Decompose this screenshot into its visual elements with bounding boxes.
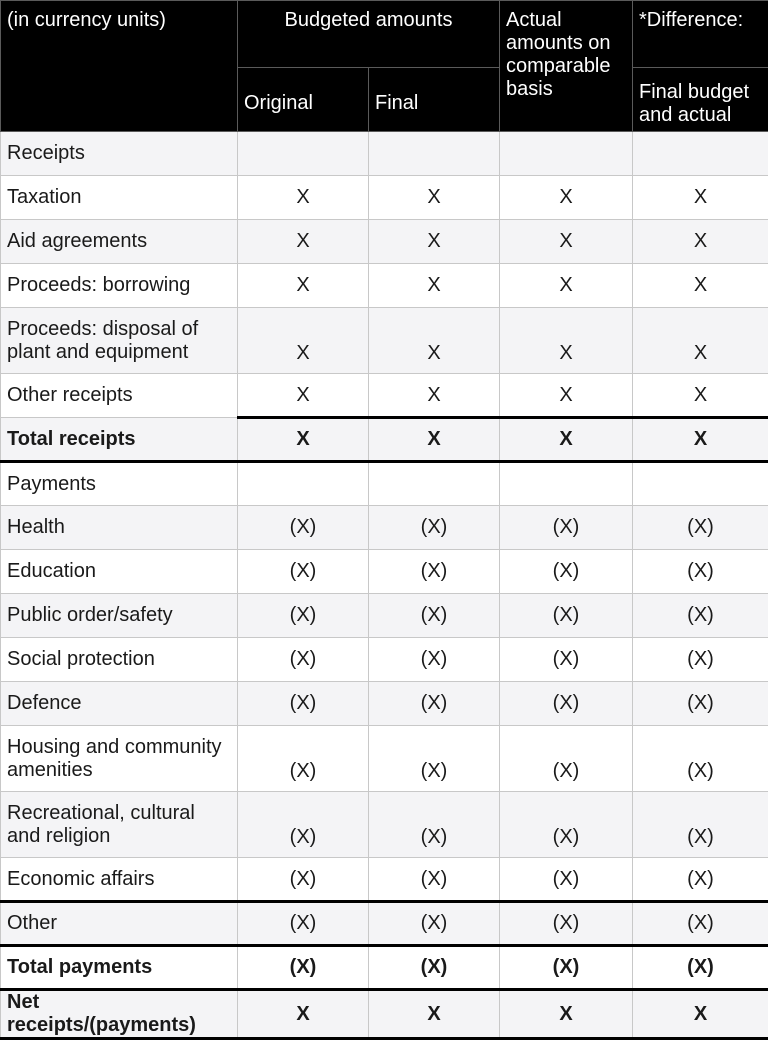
row-label: Recreational, cultural and religion (1, 792, 238, 858)
row-label: Social protection (1, 638, 238, 682)
final-header: Final (369, 68, 500, 132)
table-header (1, 1, 768, 132)
original-value: X (238, 990, 369, 1039)
difference-value: X (633, 374, 768, 418)
actual-value: X (500, 308, 633, 374)
difference-value: X (633, 220, 768, 264)
original-value (238, 132, 369, 176)
table-row (1, 792, 768, 858)
original-value: (X) (238, 506, 369, 550)
row-label: Net receipts/(payments) (1, 990, 238, 1039)
actual-value: X (500, 176, 633, 220)
actual-value (500, 462, 633, 506)
original-value: X (238, 220, 369, 264)
final-value: (X) (369, 902, 500, 946)
table-row (1, 374, 768, 418)
difference-value (633, 462, 768, 506)
original-value: X (238, 308, 369, 374)
row-label: Receipts (1, 132, 238, 176)
difference-value: X (633, 176, 768, 220)
row-label: Taxation (1, 176, 238, 220)
actual-value: (X) (500, 858, 633, 902)
difference-value: (X) (633, 550, 768, 594)
difference-header: *Difference: (633, 1, 768, 68)
actual-value: X (500, 990, 633, 1039)
budgeted-amounts-header: Budgeted amounts (238, 1, 500, 68)
table-row (1, 638, 768, 682)
table-row (1, 132, 768, 176)
difference-value: (X) (633, 726, 768, 792)
final-value: X (369, 264, 500, 308)
original-value: (X) (238, 902, 369, 946)
row-label: Total payments (1, 946, 238, 990)
difference-value: X (633, 308, 768, 374)
original-value: (X) (238, 858, 369, 902)
original-value: (X) (238, 682, 369, 726)
table-body (1, 132, 768, 1039)
difference-value: (X) (633, 946, 768, 990)
final-value (369, 132, 500, 176)
actual-value: X (500, 418, 633, 462)
row-label: Defence (1, 682, 238, 726)
actual-value: (X) (500, 682, 633, 726)
original-value: (X) (238, 638, 369, 682)
original-header: Original (238, 68, 369, 132)
table-row (1, 308, 768, 374)
row-label: Other (1, 902, 238, 946)
actual-value: (X) (500, 726, 633, 792)
actual-value: (X) (500, 638, 633, 682)
table-row (1, 726, 768, 792)
row-label: Housing and community amenities (1, 726, 238, 792)
difference-value: X (633, 264, 768, 308)
units-header: (in currency units) (1, 1, 238, 132)
actual-value: (X) (500, 550, 633, 594)
difference-value: (X) (633, 594, 768, 638)
actual-amounts-header: Actual amounts on comparable basis (500, 1, 633, 132)
actual-value: (X) (500, 792, 633, 858)
table-row (1, 902, 768, 946)
row-label: Education (1, 550, 238, 594)
actual-value: X (500, 374, 633, 418)
final-value (369, 462, 500, 506)
table-row (1, 264, 768, 308)
actual-value: (X) (500, 902, 633, 946)
final-value: (X) (369, 638, 500, 682)
original-value: (X) (238, 946, 369, 990)
table-row-net-receipts (1, 990, 768, 1039)
original-value: X (238, 418, 369, 462)
difference-value: (X) (633, 902, 768, 946)
final-value: (X) (369, 792, 500, 858)
row-label: Proceeds: borrowing (1, 264, 238, 308)
final-value: (X) (369, 550, 500, 594)
difference-value: X (633, 418, 768, 462)
table-row (1, 462, 768, 506)
final-value: (X) (369, 682, 500, 726)
final-value: X (369, 176, 500, 220)
table-row (1, 594, 768, 638)
row-label: Other receipts (1, 374, 238, 418)
difference-value: (X) (633, 682, 768, 726)
row-label: Payments (1, 462, 238, 506)
actual-value (500, 132, 633, 176)
actual-value: (X) (500, 946, 633, 990)
original-value: X (238, 374, 369, 418)
final-value: (X) (369, 946, 500, 990)
table-row (1, 858, 768, 902)
original-value: X (238, 264, 369, 308)
actual-value: X (500, 220, 633, 264)
original-value: (X) (238, 726, 369, 792)
difference-value: (X) (633, 792, 768, 858)
original-value: (X) (238, 792, 369, 858)
original-value: X (238, 176, 369, 220)
actual-value: (X) (500, 594, 633, 638)
final-value: X (369, 418, 500, 462)
original-value: (X) (238, 550, 369, 594)
table-row (1, 682, 768, 726)
row-label: Aid agreements (1, 220, 238, 264)
original-value: (X) (238, 594, 369, 638)
table-row-total-receipts (1, 418, 768, 462)
table-row (1, 220, 768, 264)
final-value: (X) (369, 726, 500, 792)
final-value: X (369, 990, 500, 1039)
table-row (1, 550, 768, 594)
table-row-total-payments (1, 946, 768, 990)
difference-value (633, 132, 768, 176)
row-label: Economic affairs (1, 858, 238, 902)
row-label: Total receipts (1, 418, 238, 462)
final-value: X (369, 308, 500, 374)
final-value: X (369, 374, 500, 418)
difference-value: (X) (633, 858, 768, 902)
final-value: (X) (369, 858, 500, 902)
row-label: Proceeds: disposal of plant and equipment (1, 308, 238, 374)
difference-sub-header: Final budget and actual (633, 68, 768, 132)
table-row (1, 506, 768, 550)
row-label: Health (1, 506, 238, 550)
actual-value: (X) (500, 506, 633, 550)
table-row (1, 176, 768, 220)
original-value (238, 462, 369, 506)
final-value: (X) (369, 506, 500, 550)
row-label: Public order/safety (1, 594, 238, 638)
final-value: X (369, 220, 500, 264)
difference-value: X (633, 990, 768, 1039)
difference-value: (X) (633, 638, 768, 682)
actual-value: X (500, 264, 633, 308)
final-value: (X) (369, 594, 500, 638)
difference-value: (X) (633, 506, 768, 550)
